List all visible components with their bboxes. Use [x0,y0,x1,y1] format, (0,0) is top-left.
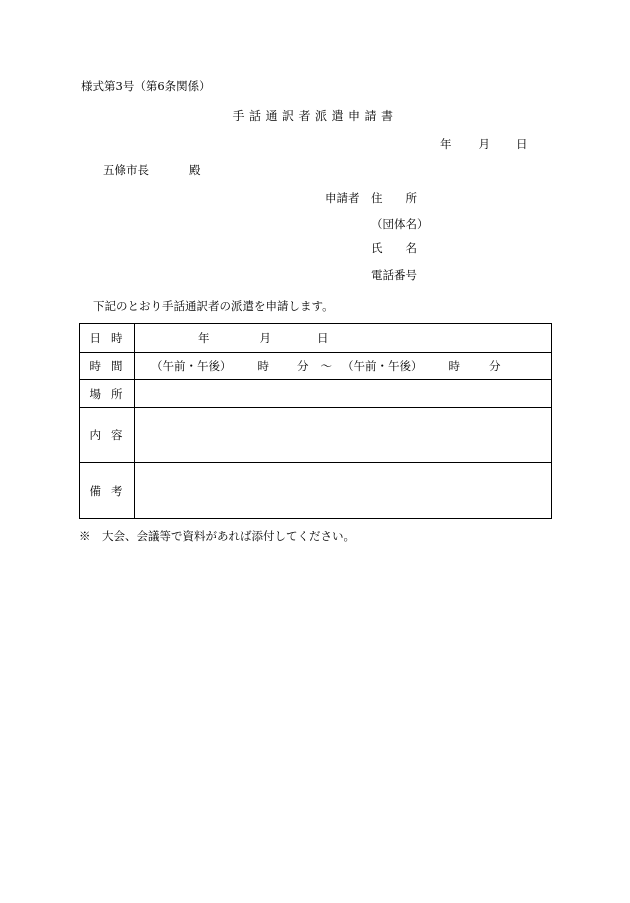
applicant-name-label: 氏 名 [371,241,417,255]
remarks-field[interactable] [135,463,552,519]
label-datetime: 日時 [80,324,135,353]
attachment-note: ※ 大会、会議等で資料があれば添付してください。 [79,529,355,543]
label-time: 時間 [80,353,135,380]
addressee-honorific: 殿 [189,163,201,177]
table-row-place [80,380,552,408]
date-year-label: 年 [440,137,452,151]
time-range-tilde: ～ [320,359,332,373]
applicant-organization-label: （団体名） [371,217,429,231]
date-month-label: 月 [478,137,490,151]
applicant-label: 申請者 [325,191,360,205]
intro-text: 下記のとおり手話通訳者の派遣を申請します。 [93,299,334,313]
applicant-phone-label: 電話番号 [371,268,417,282]
ampm-start: （午前・午後） [151,359,232,373]
form-number: 様式第3号（第6条関係） [81,79,211,93]
table-row-datetime [80,324,552,353]
ampm-end: （午前・午後） [342,359,423,373]
minute-end-label: 分 [489,359,501,373]
datetime-field[interactable] [135,324,552,353]
field-year-label: 年 [198,331,210,345]
time-field[interactable] [135,353,552,380]
date-day-label: 日 [516,137,528,151]
applicant-address-label: 住 所 [371,191,417,205]
request-table [79,323,552,519]
page-title: 手話通訳者派遣申請書 [232,109,398,123]
content-field[interactable] [135,408,552,463]
application-date [440,139,528,151]
label-place: 場所 [80,380,135,408]
table-row-content [80,408,552,463]
label-remarks: 備考 [80,463,135,519]
field-month-label: 月 [259,331,271,345]
addressee [103,165,201,177]
table-row-time [80,353,552,380]
table-row-remarks [80,463,552,519]
place-field[interactable] [135,380,552,408]
hour-end-label: 時 [448,359,460,373]
minute-start-label: 分 [297,359,309,373]
label-content: 内容 [80,408,135,463]
field-day-label: 日 [317,331,329,345]
addressee-name: 五條市長 [103,163,149,177]
hour-start-label: 時 [257,359,269,373]
